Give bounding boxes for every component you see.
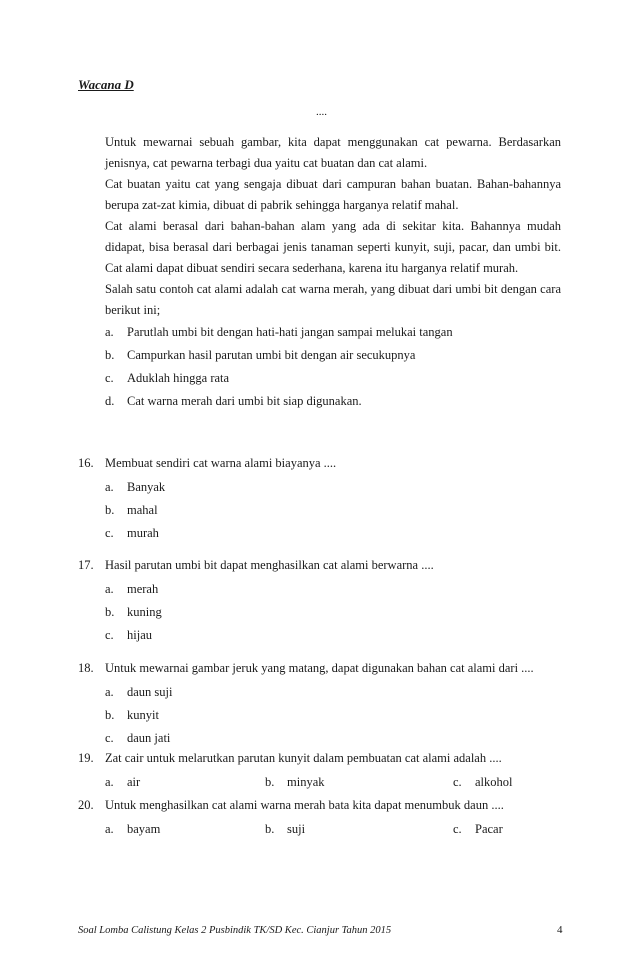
option-item[interactable] <box>105 578 562 601</box>
question-text: Membuat sendiri cat warna alami biayanya .... <box>105 456 337 470</box>
question-19 <box>78 748 562 793</box>
section-title: Wacana D <box>78 77 134 92</box>
option-item[interactable] <box>453 818 503 840</box>
options-row <box>78 818 562 840</box>
option-text: merah <box>127 582 159 596</box>
step-text: Parutlah umbi bit dengan hati-hati jangan sampai melukai tangan <box>127 325 453 339</box>
option-letter: b. <box>105 605 115 619</box>
option-item[interactable] <box>265 771 453 793</box>
option-letter: a. <box>105 822 114 836</box>
option-letter: b. <box>105 708 115 722</box>
option-text: daun suji <box>127 685 173 699</box>
option-text: Banyak <box>127 480 166 494</box>
step-letter: c. <box>105 371 114 385</box>
question-text: Hasil parutan umbi bit dapat menghasilkan cat alami berwarna .... <box>105 558 434 572</box>
question-text: Untuk menghasilkan cat alami warna merah bata kita dapat menumbuk daun .... <box>105 798 504 812</box>
option-letter: b. <box>265 822 275 836</box>
passage-paragraph: Salah satu contoh cat alami adalah cat warna merah, yang dibuat dari umbi bit dengan cara berikut ini; <box>105 282 561 317</box>
option-text: kunyit <box>127 708 159 722</box>
step-item <box>105 367 561 390</box>
option-text: murah <box>127 526 159 540</box>
step-letter: a. <box>105 325 114 339</box>
option-text: Pacar <box>475 822 503 836</box>
question-text: Untuk mewarnai gambar jeruk yang matang, dapat digunakan bahan cat alami dari .... <box>105 661 534 675</box>
question-number: 16. <box>78 456 94 470</box>
step-text: Campurkan hasil parutan umbi bit dengan air secukupnya <box>127 348 416 362</box>
step-text: Cat warna merah dari umbi bit siap digunakan. <box>127 394 362 408</box>
title-placeholder: .... <box>316 106 327 118</box>
options-list <box>78 476 562 545</box>
passage-paragraph: Cat alami berasal dari bahan-bahan alam yang ada di sekitar kita. Bahannya mudah didapat, bisa berasal dari berbagai jenis tanaman seperti kunyit, suji, pacar, dan umbi bit. Cat alami dapat dibuat sendiri secara sederhana, karena itu harganya relatif murah. <box>105 219 561 275</box>
question-number: 17. <box>78 558 94 572</box>
question-number: 18. <box>78 661 94 675</box>
option-item[interactable] <box>105 727 562 750</box>
options-list <box>78 681 562 750</box>
question-text: Zat cair untuk melarutkan parutan kunyit dalam pembuatan cat alami adalah .... <box>105 751 502 765</box>
option-item[interactable] <box>105 681 562 704</box>
option-item[interactable] <box>453 771 513 793</box>
passage-paragraph: Untuk mewarnai sebuah gambar, kita dapat menggunakan cat pewarna. Berdasarkan jenisnya, cat pewarna terbagi dua yaitu cat buatan dan cat alami. <box>105 135 561 170</box>
option-text: hijau <box>127 628 152 642</box>
reading-passage <box>105 132 561 413</box>
option-letter: b. <box>265 775 275 789</box>
step-letter: d. <box>105 394 115 408</box>
question-18 <box>78 658 562 750</box>
option-item[interactable] <box>105 499 562 522</box>
step-item <box>105 390 561 413</box>
option-item[interactable] <box>105 818 265 840</box>
question-16 <box>78 453 562 545</box>
option-letter: a. <box>105 685 114 699</box>
question-17 <box>78 555 562 647</box>
option-item[interactable] <box>105 771 265 793</box>
step-item <box>105 321 561 344</box>
option-item[interactable] <box>105 601 562 624</box>
option-text: mahal <box>127 503 158 517</box>
footer-text: Soal Lomba Calistung Kelas 2 Pusbindik TK/SD Kec. Cianjur Tahun 2015 <box>78 925 392 936</box>
question-number: 19. <box>78 751 94 765</box>
option-item[interactable] <box>105 704 562 727</box>
option-item[interactable] <box>105 522 562 545</box>
option-text: kuning <box>127 605 162 619</box>
option-letter: a. <box>105 480 114 494</box>
option-text: air <box>127 775 141 789</box>
option-letter: b. <box>105 503 115 517</box>
option-item[interactable] <box>105 476 562 499</box>
steps-list <box>105 321 561 413</box>
page-number: 4 <box>557 924 563 936</box>
options-list <box>78 578 562 647</box>
option-letter: c. <box>105 628 114 642</box>
passage-paragraph: Cat buatan yaitu cat yang sengaja dibuat dari campuran bahan buatan. Bahan-bahannya berupa zat-zat kimia, dibuat di pabrik sehingga harganya relatif mahal. <box>105 177 561 212</box>
step-letter: b. <box>105 348 115 362</box>
option-text: daun jati <box>127 731 171 745</box>
step-text: Aduklah hingga rata <box>127 371 230 385</box>
question-number: 20. <box>78 798 94 812</box>
option-letter: a. <box>105 582 114 596</box>
option-text: minyak <box>287 775 325 789</box>
option-text: bayam <box>127 822 161 836</box>
question-20 <box>78 795 562 840</box>
step-item <box>105 344 561 367</box>
option-letter: c. <box>105 526 114 540</box>
option-item[interactable] <box>105 624 562 647</box>
option-letter: a. <box>105 775 114 789</box>
option-letter: c. <box>453 822 462 836</box>
option-letter: c. <box>453 775 462 789</box>
options-row <box>78 771 562 793</box>
option-item[interactable] <box>265 818 453 840</box>
option-letter: c. <box>105 731 114 745</box>
option-text: alkohol <box>475 775 513 789</box>
option-text: suji <box>287 822 306 836</box>
